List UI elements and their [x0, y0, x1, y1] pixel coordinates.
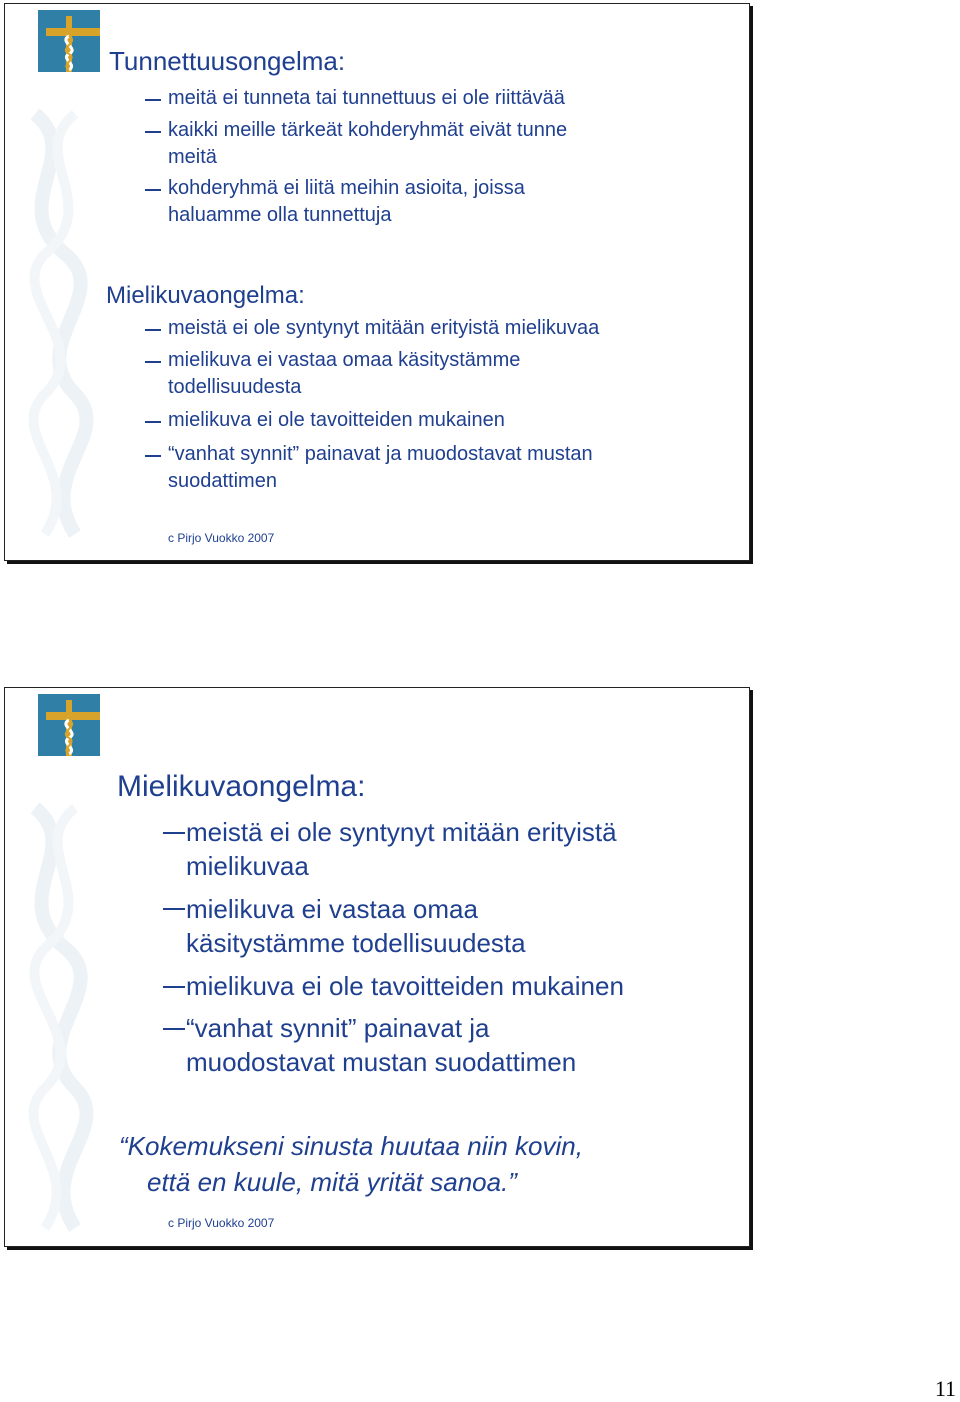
heading-mielikuvaongelma: Mielikuvaongelma:: [106, 282, 305, 309]
bullet-dash: [163, 908, 185, 910]
page-number: 11: [934, 1376, 956, 1401]
list-item: mielikuva ei vastaa omaa: [186, 894, 478, 924]
bullet-dash: [145, 189, 161, 191]
bullet-dash: [145, 455, 161, 457]
list-item-continued: mielikuvaa: [186, 851, 309, 881]
quote-line: että en kuule, mitä yrität sanoa.”: [147, 1167, 517, 1197]
copyright-footer: c Pirjo Vuokko 2007: [168, 531, 275, 545]
list-item: mielikuva ei vastaa omaa käsitystämme: [168, 349, 521, 371]
list-item-continued: haluamme olla tunnettuja: [168, 204, 392, 226]
list-item-continued: suodattimen: [168, 470, 277, 492]
caduceus-logo-icon: [38, 694, 100, 756]
bullet-dash: [145, 361, 161, 363]
list-item: mielikuva ei ole tavoitteiden mukainen: [186, 971, 624, 1001]
list-item: “vanhat synnit” painavat ja muodostavat mustan: [168, 443, 593, 465]
bullet-dash: [163, 1028, 185, 1030]
list-item: meistä ei ole syntynyt mitään erityistä mielikuvaa: [168, 317, 600, 339]
list-item: mielikuva ei ole tavoitteiden mukainen: [168, 409, 505, 431]
heading-mielikuvaongelma: Mielikuvaongelma:: [117, 770, 366, 803]
list-item-continued: käsitystämme todellisuudesta: [186, 928, 526, 958]
list-item: meitä ei tunneta tai tunnettuus ei ole riittävää: [168, 87, 565, 109]
list-item: “vanhat synnit” painavat ja: [186, 1013, 490, 1043]
copyright-footer: c Pirjo Vuokko 2007: [168, 1216, 275, 1230]
slide-1: [4, 3, 750, 561]
list-item: kaikki meille tärkeät kohderyhmät eivät tunne: [168, 119, 568, 141]
caduceus-watermark-icon: [5, 94, 155, 554]
list-item-continued: todellisuudesta: [168, 376, 302, 398]
bullet-dash: [145, 421, 161, 423]
quote-line: “Kokemukseni sinusta huutaa niin kovin,: [119, 1131, 583, 1161]
bullet-dash: [145, 329, 161, 331]
caduceus-logo-icon: [38, 10, 100, 72]
bullet-dash: [145, 99, 161, 101]
list-item-continued: muodostavat mustan suodattimen: [186, 1047, 577, 1077]
list-item: kohderyhmä ei liitä meihin asioita, joissa: [168, 177, 525, 199]
bullet-dash: [163, 832, 185, 834]
caduceus-watermark-icon: [5, 788, 155, 1238]
bullet-dash: [163, 986, 185, 988]
bullet-dash: [145, 131, 161, 133]
heading-tunnettuusongelma: Tunnettuusongelma:: [109, 46, 346, 76]
list-item-continued: meitä: [168, 146, 217, 168]
list-item: meistä ei ole syntynyt mitään erityistä: [186, 817, 617, 847]
slide-2: [4, 687, 750, 1247]
